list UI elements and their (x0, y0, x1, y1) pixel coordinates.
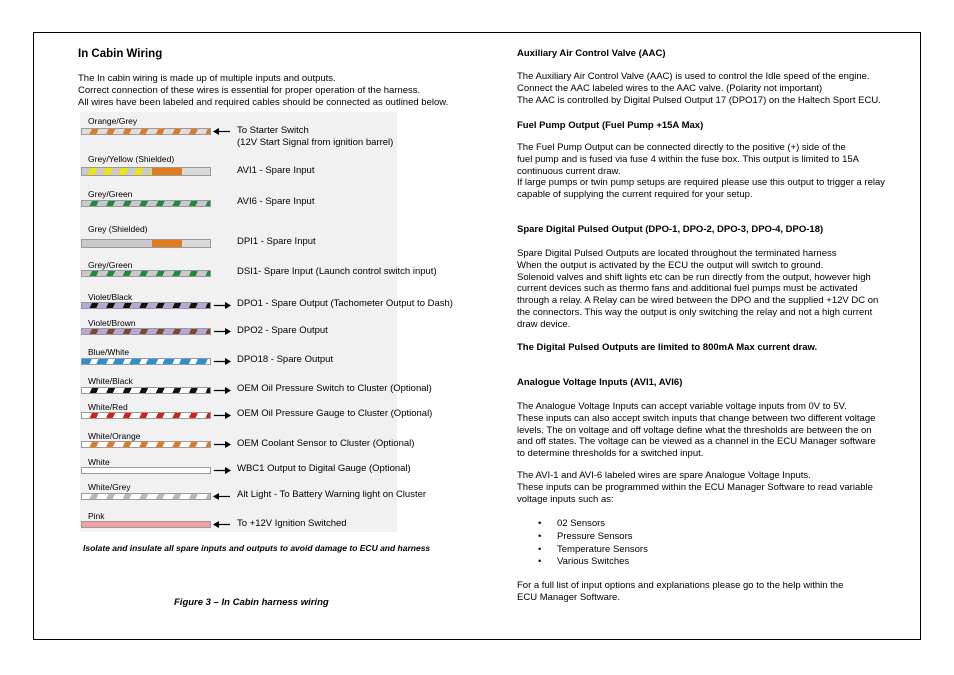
arrow-right-icon (213, 466, 231, 475)
bullet-item: Temperature Sensors (557, 544, 648, 555)
fuel-line: capable of supplying the current required for your setup. (517, 189, 753, 201)
arrow-left-icon (213, 127, 231, 136)
wire-description (237, 408, 432, 420)
avi-line: The AVI-1 and AVI-6 labeled wires are spare Analogue Voltage Inputs. (517, 470, 811, 481)
wire-description-line: To Starter Switch (237, 125, 309, 136)
wire-color-label: Orange/Grey (88, 116, 138, 126)
aac-line: Connect the AAC labeled wires to the AAC valve. (Polarity not important) (517, 82, 823, 94)
intro-line: Correct connection of these wires is essential for proper operation of the harness. (78, 84, 421, 96)
avi-line: voltage inputs such as: (517, 493, 614, 505)
figure-caption: Figure 3 – In Cabin harness wiring (174, 597, 329, 608)
wire-description-line: AVI6 - Spare Input (237, 196, 315, 207)
wire-description (237, 438, 414, 450)
avi-heading: Analogue Voltage Inputs (AVI1, AVI6) (517, 377, 683, 388)
wire-color-label: Violet/Brown (88, 318, 136, 328)
dpo-limit-note: The Digital Pulsed Outputs are limited to 800mA Max current draw. (517, 342, 818, 353)
wire-description (237, 383, 432, 395)
wire-description-line: DPI1 - Spare Input (237, 236, 316, 247)
wire-description (237, 489, 426, 501)
avi-line: and off states. The voltage can be viewed as a channel in the ECU Manager software (517, 436, 876, 448)
wire-description-line: AVI1 - Spare Input (237, 165, 315, 176)
fuel-line: fuel pump and is fused via fuse 4 within the fuse box. This output is limited to 15A (517, 153, 860, 165)
wire-swatch (81, 302, 211, 309)
wire-description-line: DPO2 - Spare Output (237, 325, 328, 336)
fuel-pump-heading: Fuel Pump Output (Fuel Pump +15A Max) (517, 120, 704, 131)
wire-color-label: Violet/Black (88, 292, 133, 302)
wire-swatch (81, 493, 211, 500)
fuel-pump-paragraph (517, 142, 885, 201)
outro-line: ECU Manager Software. (517, 591, 620, 603)
wire-color-label: Blue/White (88, 347, 130, 357)
avi-line: These inputs can also accept switch inputs that change between two different voltage (517, 412, 876, 424)
wire-color-label: White (88, 457, 110, 467)
intro-line: The In cabin wiring is made up of multiple inputs and outputs. (78, 73, 336, 84)
wire-color-label: Grey/Yellow (Shielded) (88, 154, 175, 164)
arrow-left-icon (213, 492, 231, 501)
bullet-item: Pressure Sensors (557, 531, 633, 542)
wire-swatch (81, 358, 211, 365)
wire-description-line: DPO1 - Spare Output (Tachometer Output to Dash) (237, 298, 453, 309)
wire-swatch (81, 467, 211, 474)
dpo-line: When the output is activated by the ECU the output will switch to ground. (517, 259, 824, 271)
aac-heading: Auxiliary Air Control Valve (AAC) (517, 48, 666, 59)
dpo-line: Solenoid valves and shift lights etc can be run directly from the output, however high (517, 271, 871, 283)
aac-line: The AAC is controlled by Digital Pulsed Output 17 (DPO17) on the Haltech Sport ECU. (517, 94, 881, 106)
fuel-line: If large pumps or twin pump setups are required please use this output to trigger a relay (517, 177, 886, 189)
avi-line: to determine thresholds for a switched input. (517, 448, 704, 460)
avi-line: levels. The on voltage and off voltage define what the thresholds are between the on (517, 424, 872, 436)
fuel-line: continuous current draw. (517, 165, 621, 177)
wire-description (237, 463, 411, 475)
wire-description-line: OEM Oil Pressure Gauge to Cluster (Optional) (237, 408, 433, 419)
wire-description (237, 298, 453, 310)
outro-line: For a full list of input options and explanations please go to the help within the (517, 580, 844, 591)
bullet-item: 02 Sensors (557, 518, 606, 529)
arrow-right-icon (213, 411, 231, 420)
fuel-line: The Fuel Pump Output can be connected directly to the positive (+) side of the (517, 142, 846, 153)
avi-paragraph-1 (517, 401, 876, 460)
wire-swatch (81, 387, 211, 394)
wire-description-line: To +12V Ignition Switched (237, 518, 347, 529)
wire-color-label: White/Black (88, 376, 133, 386)
wire-description (237, 236, 316, 248)
intro-paragraph (78, 73, 448, 108)
wire-color-label: White/Red (88, 402, 128, 412)
wire-description-line: Alt Light - To Battery Warning light on Cluster (237, 489, 427, 500)
arrow-right-icon (213, 327, 231, 336)
arrow-left-icon (213, 520, 231, 529)
arrow-right-icon (213, 357, 231, 366)
dpo-heading: Spare Digital Pulsed Output (DPO-1, DPO-2, DPO-3, DPO-4, DPO-18) (517, 224, 824, 235)
wire-description (237, 266, 437, 278)
wire-swatch (81, 200, 211, 207)
wire-description (237, 354, 333, 366)
wire-color-label: Grey/Green (88, 189, 133, 199)
wire-swatch (81, 328, 211, 335)
dpo-line: draw device. (517, 318, 571, 330)
wire-color-label: White/Orange (88, 431, 141, 441)
avi-line: These inputs can be programmed within the ECU Manager Software to read variable (517, 481, 873, 493)
arrow-right-icon (213, 386, 231, 395)
section-title: In Cabin Wiring (78, 48, 163, 60)
bullet-item: Various Switches (557, 556, 630, 567)
arrow-right-icon (213, 440, 231, 449)
wire-color-label: Grey/Green (88, 260, 133, 270)
wire-swatch (81, 441, 211, 448)
dpo-line: through a relay. A Relay can be wired between the DPO and the supplied +12V DC on (517, 295, 879, 307)
wire-swatch (81, 412, 211, 419)
wire-description (237, 165, 314, 177)
intro-line: All wires have been labeled and required cables should be connected as outlined below. (78, 96, 449, 108)
bullet-marker: • (538, 556, 542, 567)
wire-description-line: (12V Start Signal from ignition barrel) (237, 136, 394, 148)
bullet-marker: • (538, 531, 542, 542)
aac-paragraph (517, 71, 881, 106)
wire-color-label: Pink (88, 511, 105, 521)
wire-swatch (81, 270, 211, 277)
isolation-note: Isolate and insulate all spare inputs and outputs to avoid damage to ECU and harness (83, 543, 431, 553)
bullet-marker: • (538, 544, 542, 555)
dpo-line: current devices such as thermo fans and additional fuel pumps must be activated (517, 283, 858, 295)
wire-swatch (81, 239, 211, 248)
outro-paragraph (517, 580, 843, 604)
wire-description (237, 325, 328, 337)
dpo-line: Spare Digital Pulsed Outputs are located throughout the terminated harness (517, 248, 837, 259)
avi-paragraph-2 (517, 470, 873, 505)
wire-description-line: DSI1- Spare Input (Launch control switch input) (237, 266, 437, 277)
wire-description-line: DPO18 - Spare Output (237, 354, 334, 365)
aac-line: The Auxiliary Air Control Valve (AAC) is used to control the Idle speed of the engine. (517, 71, 870, 82)
arrow-right-icon (213, 301, 231, 310)
wire-description-line: WBC1 Output to Digital Gauge (Optional) (237, 463, 411, 474)
wire-description (237, 518, 347, 530)
wire-color-label: Grey (Shielded) (88, 224, 148, 234)
wire-swatch (81, 167, 211, 176)
wire-description (237, 196, 314, 208)
dpo-paragraph (517, 248, 878, 331)
wire-description (237, 125, 393, 149)
wire-description-line: OEM Oil Pressure Switch to Cluster (Optional) (237, 383, 432, 394)
wire-swatch (81, 128, 211, 135)
avi-line: The Analogue Voltage Inputs can accept variable voltage inputs from 0V to 5V. (517, 401, 847, 412)
wire-color-label: White/Grey (88, 482, 131, 492)
bullet-marker: • (538, 518, 542, 529)
dpo-line: the connectors. This way the output is only switching the relay and not a high current (517, 306, 873, 318)
wire-swatch (81, 521, 211, 528)
wire-description-line: OEM Coolant Sensor to Cluster (Optional) (237, 438, 415, 449)
